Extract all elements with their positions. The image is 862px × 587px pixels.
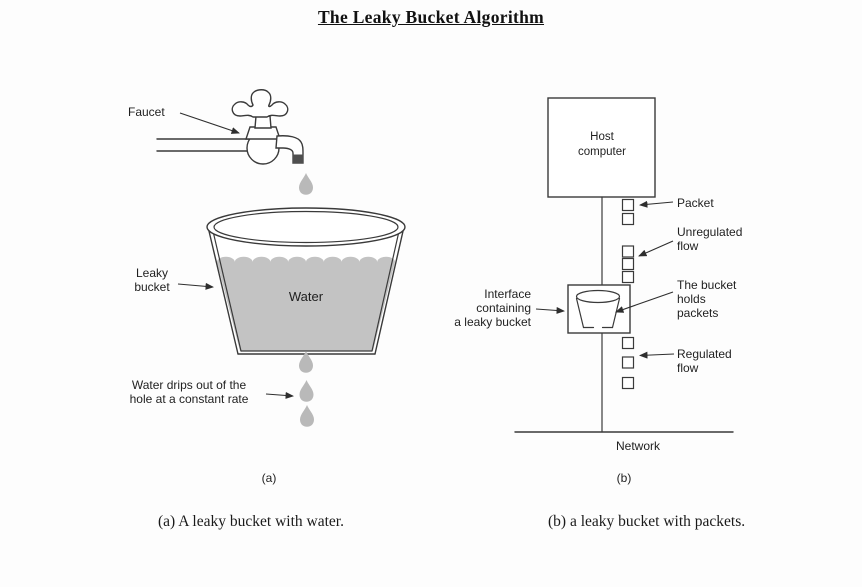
bucket-holds-label-line2: holds [677,292,706,306]
packet-square [623,259,634,270]
packet-arrow [640,202,673,205]
packet-square [623,338,634,349]
diagram-b [454,98,742,485]
water-drop-icon [300,380,314,402]
bucket-holds-label-line3: packets [677,306,719,320]
faucet-handle [232,90,287,117]
diagram-a [128,90,405,485]
packet-square [623,200,634,211]
leaky-bucket-label-line2: bucket [134,280,170,294]
caption-a: (a) A leaky bucket with water. [158,513,344,530]
interface-label-line2: containing [476,301,531,315]
sublabel-a: (a) [261,471,277,485]
regulated-label-line2: flow [677,361,699,375]
network-label: Network [615,439,661,453]
sublabel-b: (b) [616,471,632,485]
interface-label-line3: a leaky bucket [454,315,531,329]
packet-square [623,357,634,368]
caption-b: (b) a leaky bucket with packets. [548,513,746,530]
water-drop-icon [300,405,314,427]
packet-square [623,272,634,283]
interface-bucket-rim [577,291,620,303]
unregulated-label-line1: Unregulated [677,225,743,239]
faucet-shoulder [246,127,280,139]
page-title: The Leaky Bucket Algorithm [317,7,545,27]
packet-square [623,378,634,389]
interface-arrow [536,309,564,311]
drips-label-line1: Water drips out of the [131,378,247,392]
water-label: Water [288,289,324,304]
faucet-label: Faucet [128,105,165,119]
faucet-stem [255,116,271,128]
unregulated-label-line2: flow [677,239,699,253]
interface-label-line1: Interface [484,287,531,301]
leaky-bucket-label-line1: Leaky [135,266,169,280]
host-label-line2: computer [578,146,626,158]
drips-label-line2: hole at a constant rate [129,392,249,406]
faucet-arrow [180,113,239,133]
packet-square [623,246,634,257]
bucket-holds-label-line1: The bucket [677,278,737,292]
regulated-arrow [640,354,674,356]
regulated-label-line1: Regulated [677,347,732,361]
host-label-line1: Host [590,131,614,143]
leaky-bucket-arrow [178,284,213,287]
water-drop-icon [299,173,313,195]
drips-arrow [266,394,293,396]
bucket-icon [207,208,405,354]
unregulated-arrow [639,241,673,256]
spout-tip [293,155,304,164]
bucket-rim-outer [207,208,405,246]
packet-square [623,214,634,225]
faucet-icon [157,90,304,164]
packet-label: Packet [677,196,714,210]
